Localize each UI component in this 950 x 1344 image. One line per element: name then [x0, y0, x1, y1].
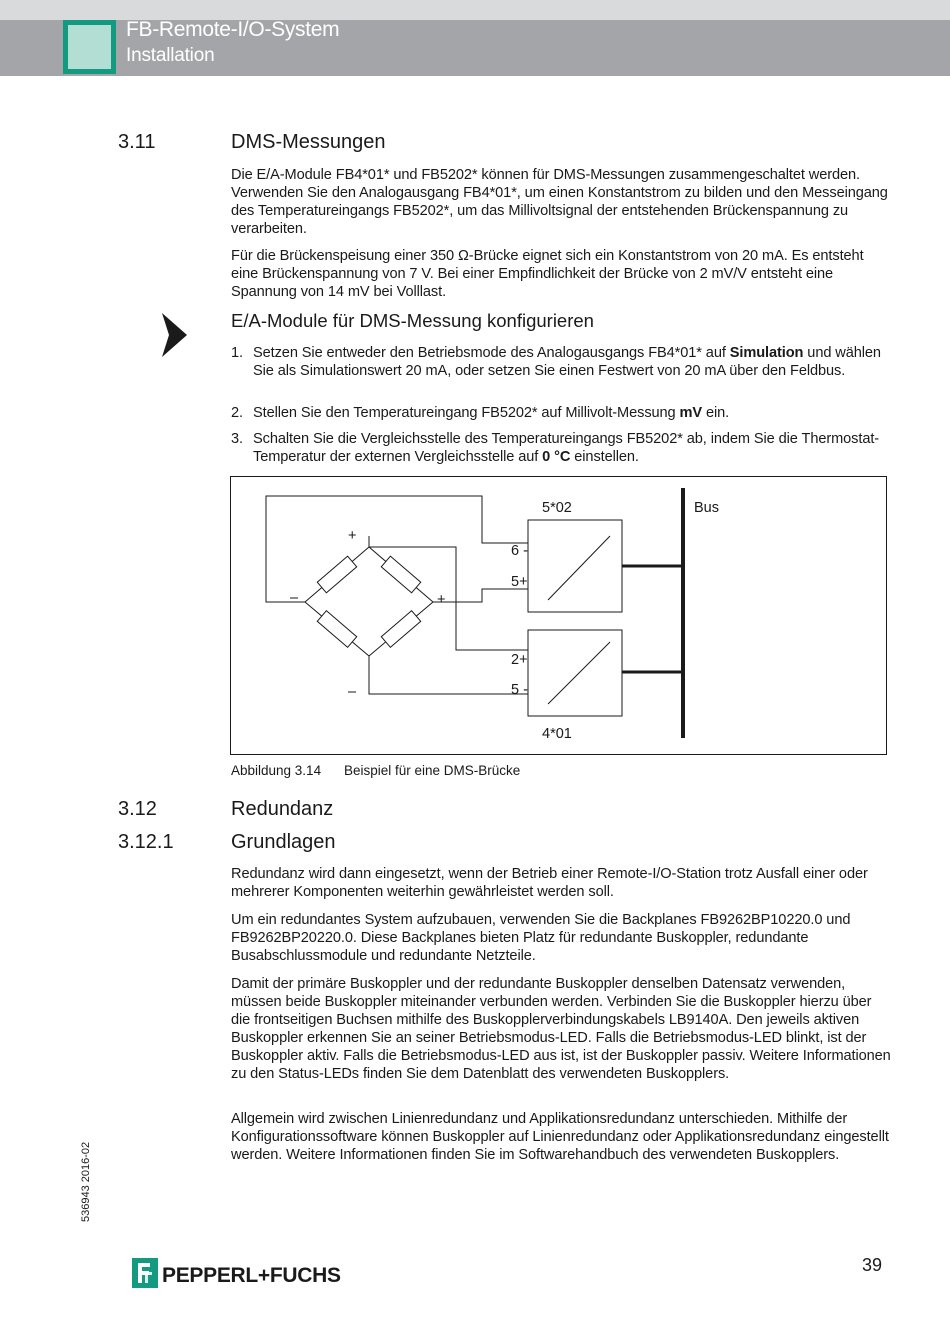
bridge-arm-top-left: [305, 547, 369, 602]
pin-label: 2+: [511, 652, 528, 668]
bridge-plus-top-label: +: [348, 528, 357, 544]
bridge-arm-bottom-right: [369, 602, 433, 656]
document-code: 536943 2016-02: [80, 1141, 92, 1222]
paragraph: Für die Brückenspeisung einer 350 Ω-Brücke eignet sich ein Konstantstrom von 20 mA. Es entsteht eine Brückenspannung von 7 V. Bei einer Empfindlichkeit der Brücke von 2 mV/V entsteht eine Spannung von 14 mV bei Volllast.: [231, 248, 864, 300]
subsection-title: Grundlagen: [231, 831, 336, 853]
header-top-strip: [0, 0, 950, 20]
wire-left-to-6minus: [266, 496, 528, 602]
bridge-plus-right-label: +: [437, 592, 446, 608]
module-5-02: [528, 520, 622, 612]
pin-label: 5+: [511, 574, 528, 590]
paragraph: Die E/A-Module FB4*01* und FB5202* können für DMS-Messungen zusammengeschaltet werden. Verwenden Sie den Analogausgang FB4*01*, um einen Konstantstrom zu bilden und den Messeingang des Temperatureingangs FB5202*, um das Millivoltsignal der entstehenden Brückenspannung zu verarbeiten.: [231, 167, 888, 237]
wire-right-to-5plus: [433, 589, 528, 602]
procedure-title: E/A-Module für DMS-Messung konfigurieren: [231, 310, 594, 331]
step-text: Stellen Sie den Temperatureingang FB5202* auf Millivolt-Messung mV ein.: [253, 405, 730, 421]
step-number: 1.: [231, 345, 243, 361]
section-title: Redundanz: [231, 798, 334, 820]
module-bottom-label: 4*01: [542, 726, 572, 742]
wire-bottom-to-5minus: [369, 656, 528, 694]
bridge-minus-bottom-label: –: [348, 684, 357, 700]
pepperl-fuchs-logo-icon: [132, 1258, 158, 1288]
brand-name: PEPPERL+FUCHS: [162, 1264, 341, 1287]
pin-label: 5 -: [511, 682, 528, 698]
header-subtitle: Installation: [126, 45, 215, 66]
section-number: 3.12: [118, 798, 157, 820]
bridge-arm-bottom-left: [305, 602, 369, 656]
section-title: DMS-Messungen: [231, 131, 386, 153]
pin-label: 6 -: [511, 543, 528, 559]
figure-caption: [231, 763, 521, 778]
module-4-01: [528, 630, 622, 716]
bridge-arm-top-right: [369, 547, 433, 602]
step-number: 3.: [231, 431, 243, 447]
procedure-arrow-icon: [160, 313, 188, 357]
paragraph: Um ein redundantes System aufzubauen, verwenden Sie die Backplanes FB9262BP10220.0 und FB9262BP20220.0. Diese Backplanes bieten Platz für redundante Buskoppler, redundante Busabschlussmodule und redundante Netzteile.: [231, 912, 851, 964]
figure-caption-text: Beispiel für eine DMS-Brücke: [344, 763, 521, 778]
bridge-minus-left-label: –: [290, 590, 299, 606]
header-brand-square: [63, 20, 116, 74]
section-number: 3.11: [118, 131, 156, 153]
paragraph: Redundanz wird dann eingesetzt, wenn der Betrieb einer Remote-I/O-Station trotz Ausfall einer oder mehrerer Komponenten weiterhin gewährleistet werden soll.: [231, 866, 868, 900]
subsection-number: 3.12.1: [118, 831, 174, 853]
bus-label: Bus: [694, 500, 719, 516]
module-top-label: 5*02: [542, 500, 572, 516]
page-number: 39: [862, 1255, 883, 1275]
step-text: Setzen Sie entweder den Betriebsmode des Analogausgangs FB4*01* auf Simulation und wählen Sie als Simulationswert 20 mA, oder setzen Sie einen Festwert von 20 mA über den Feldbus.: [253, 345, 881, 379]
paragraph: Allgemein wird zwischen Linienredundanz und Applikationsredundanz unterschieden. Mithilfe der Konfigurationssoftware können Buskoppler auf Linienredundanz oder Applikationsredundanz eingestellt werden. Weitere Informationen finden Sie im Softwarehandbuch des verwendeten Buskopplers.: [231, 1111, 889, 1163]
paragraph: Damit der primäre Buskoppler und der redundante Buskoppler denselben Datensatz verwenden, müssen beide Buskoppler miteinander verbunden werden. Verbinden Sie die Buskoppler hierzu über die frontseitigen Buchsen mithilfe des Buskopplerverbindungskabels LB9140A. Den jeweils aktiven Buskoppler erkennen Sie an seiner Betriebsmodus-LED. Falls die Betriebsmodus-LED blinkt, ist der Buskoppler aktiv. Falls die Betriebsmodus-LED aus ist, ist der Buskoppler passiv. Weitere Informationen zu den Status-LEDs finden Sie dem Datenblatt des verwendeten Buskopplers.: [231, 976, 891, 1082]
figure-caption-label: Abbildung 3.14: [231, 763, 322, 778]
header-title: FB-Remote-I/O-System: [126, 18, 340, 41]
dms-bridge-diagram: [230, 476, 888, 756]
step-number: 2.: [231, 405, 243, 421]
step-text: Schalten Sie die Vergleichsstelle des Temperatureingangs FB5202* ab, indem Sie die Thermostat-Temperatur der externen Vergleichsstelle auf 0 °C einstellen.: [253, 431, 880, 465]
